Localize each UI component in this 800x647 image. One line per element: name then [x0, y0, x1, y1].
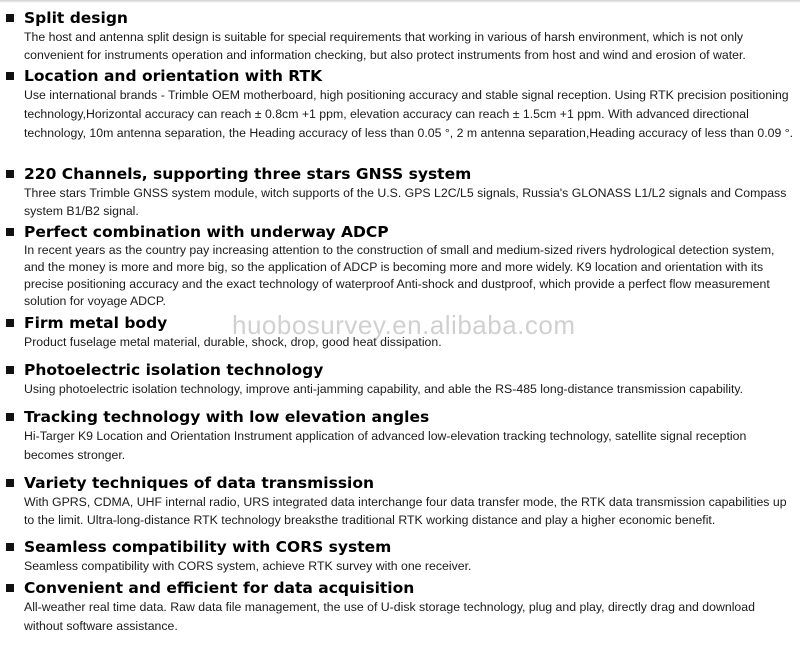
section-title: Location and orientation with RTK [24, 67, 323, 85]
section-photoelectric [0, 360, 800, 398]
square-bullet-icon [6, 319, 14, 327]
section-title: Tracking technology with low elevation angles [24, 408, 430, 426]
square-bullet-icon [6, 543, 14, 551]
section-body: In recent years as the country pay increasing attention to the construction of small and medium-sized rivers hydrological detection system, and the money is more and more big, so the application of ADCP is becoming more and more widely. K9 location and orientation with its precise positioning accuracy and the exact technology of waterproof Anti-shock and dustproof, which provide a perfect flow measurement solution for voyage ADCP. [24, 243, 775, 308]
section-adcp [0, 222, 800, 310]
section-title: Perfect combination with underway ADCP [24, 223, 389, 241]
section-body: Three stars Trimble GNSS system module, witch supports of the U.S. GPS L2C/L5 signals, Russia's GLONASS L1/L2 signals and Compass system B1/B2 signal. [24, 186, 787, 218]
watermark: huobosurvey.en.alibaba.com [232, 310, 576, 340]
section-data-acquisition [0, 578, 800, 636]
section-body: The host and antenna split design is suitable for special requirements that working in various of harsh environment, which is not only convenient for instruments operation and information checking, but also protect instruments from host and wind and erosion of water. [24, 30, 746, 62]
section-body: Product fuselage metal material, durable, shock, drop, good heat dissipation. [24, 335, 442, 349]
section-location-rtk [0, 66, 800, 143]
square-bullet-icon [6, 479, 14, 487]
section-title: Split design [24, 9, 128, 27]
section-title: Variety techniques of data transmission [24, 474, 375, 492]
square-bullet-icon [6, 14, 14, 22]
section-body: Hi-Targer K9 Location and Orientation Instrument application of advanced low-elevation tracking technology, satellite signal reception becomes stronger. [24, 429, 747, 462]
section-data-transmission [0, 473, 800, 529]
section-cors [0, 537, 800, 575]
section-low-elevation [0, 407, 800, 465]
top-edge [0, 0, 800, 3]
section-title: Firm metal body [24, 314, 168, 332]
section-split-design [0, 8, 800, 64]
square-bullet-icon [6, 170, 14, 178]
square-bullet-icon [6, 413, 14, 421]
section-body: All-weather real time data. Raw data file management, the use of U-disk storage technology, plug and play, directly drag and download without software assistance. [24, 600, 755, 633]
section-body: Using photoelectric isolation technology, improve anti-jamming capability, and able the RS-485 long-distance transmission capability. [24, 382, 744, 396]
section-body: Use international brands - Trimble OEM motherboard, high positioning accuracy and stable signal reception. Using RTK precision positioning technology,Horizontal accuracy can reach ± 0.8cm +1 ppm, elevation accuracy can reach ± 1.5cm +1 ppm. With advanced directional technology, 10m antenna separation, the Heading accuracy of less than 0.05 °, 2 m antenna separation,Heading accuracy of less than 0.09 °. [24, 88, 794, 140]
section-title: Photoelectric isolation technology [24, 361, 324, 379]
square-bullet-icon [6, 366, 14, 374]
section-body: With GPRS, CDMA, UHF internal radio, URS integrated data interchange four data transfer mode, the RTK data transmission capabilities up to the limit. Ultra-long-distance RTK technology breaksthe traditional RTK working distance and play a higher economic benefit. [24, 495, 787, 527]
square-bullet-icon [6, 228, 14, 236]
section-title: Convenient and efficient for data acquisition [24, 579, 415, 597]
section-body: Seamless compatibility with CORS system, achieve RTK survey with one receiver. [24, 559, 472, 573]
section-title: Seamless compatibility with CORS system [24, 538, 392, 556]
section-gnss-channels [0, 164, 800, 220]
section-title: 220 Channels, supporting three stars GNSS system [24, 165, 472, 183]
square-bullet-icon [6, 584, 14, 592]
square-bullet-icon [6, 72, 14, 80]
